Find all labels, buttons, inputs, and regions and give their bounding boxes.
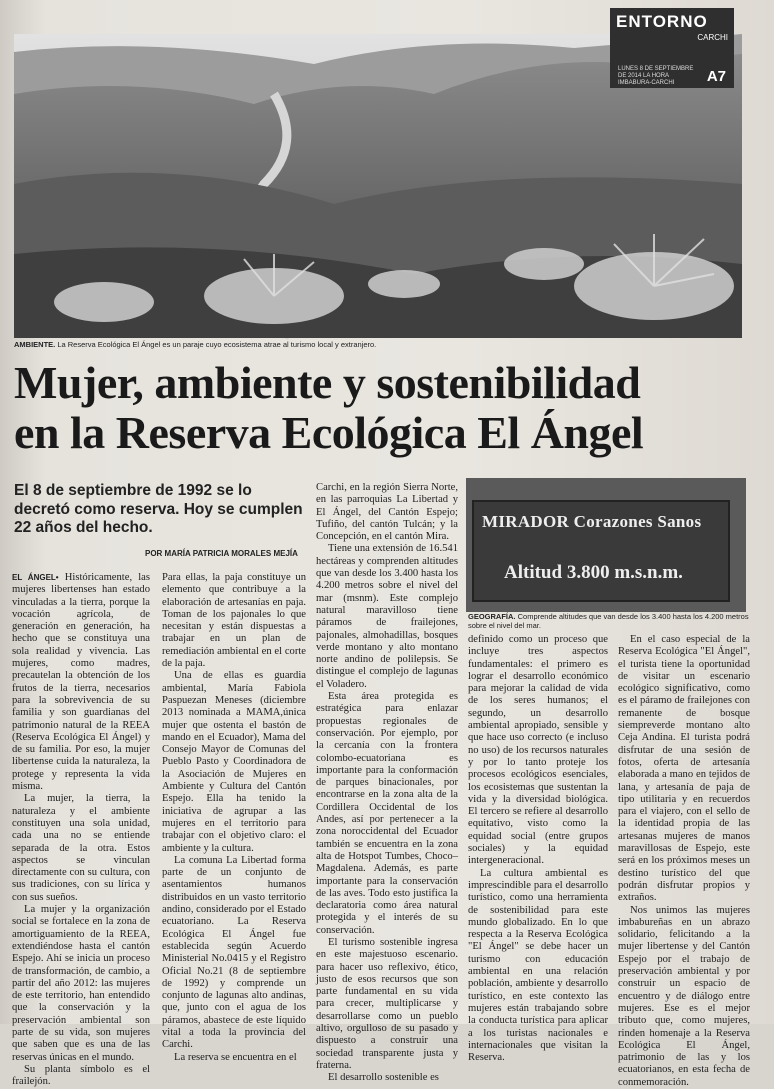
article-column-4 — [468, 634, 608, 1064]
paragraph: Carchi, en la región Sierra Norte, en las parroquias La Libertad y El Ángel, del Cantón Espejo; Tufiño, del cantón Tulcán; y la Concepción, en el cantón Mira. — [316, 482, 458, 543]
paragraph: EL ÁNGEL• Históricamente, las mujeres libertenses han estado vinculadas a la tierra, porque la vocación agrícola, de generación en generación, ha hecho que se constituya una sola realidad y vivencia. Las mujeres, como madres, precautelan la obtención de los frutos de la tierra, necesarios para la sobrevivencia de su familia y son guardianas del patrimonio natural de la REEA (Reserva Ecológica El Ángel) y de su familia. Por eso, la mujer libertense cuida la naturaleza, la protege y representa la vida misma. — [12, 572, 150, 793]
sign-line-2: Altitud 3.800 m.s.n.m. — [504, 562, 683, 583]
paragraph: El desarrollo sostenible es — [328, 1072, 439, 1084]
mirador-sign-photo — [466, 478, 746, 612]
sign-caption-text: Comprende altitudes que van desde los 3.400 hasta los 4.200 metros sobre el nivel del mar. — [468, 612, 749, 630]
page-number: A7 — [706, 68, 726, 85]
dateline: EL ÁNGEL• — [12, 573, 59, 582]
paragraph: La mujer y la organización social se fortalece en la zona de amortiguamiento de la REEA, extendiéndose hasta el cantón Espejo. Ahí se inicia un proceso de transformación, de cambio, a partir del año 2012: las mujeres de este territorio, han entendido que la conservación y la preservación ambiental son parte de su vida, son mujeres que saben que es una de las reservas únicas en el mundo. — [12, 904, 150, 1063]
sign-caption — [468, 612, 750, 630]
paragraph: La mujer, la tierra, la naturaleza y el ambiente constituyen una sola unidad, cada una no se entiende separada de la otra. Estos aspectos se vinculan directamente con su cultura, con sus tradiciones, con su lírica y con sus sueños. — [12, 793, 150, 903]
paragraph: En el caso especial de la Reserva Ecológica "El Ángel", el turista tiene la oportunidad de visitar un escenario ecológico significativo, como es el páramo de frailejones con remanente de bosque siempreverde montano alto Ceja Andina. El turista podrá disfrutar de una sesión de fotos, oferta de artesanía elaborada a mano en tejidos de lana, y artesanía de paja de tipo utilitaria y en recuerdos para el viajero, con el sello de la identidad propia de las artesanas mujeres de manos maravillosas de Espejo, este será en los próximos meses un destino turístico del que podrán disfrutar propios y extraños. — [618, 634, 750, 904]
article-column-3 — [316, 482, 458, 1085]
headline-line-2: en la Reserva Ecológica El Ángel — [14, 407, 644, 458]
photo-caption-text: La Reserva Ecológica El Ángel es un paraje cuyo ecosistema atrae al turismo local y extranjero. — [57, 340, 377, 349]
article-column-1 — [12, 572, 150, 1088]
paragraph: Esta área protegida es estratégica para enlazar propuestas regionales de conservación. Por ejemplo, por la cercanía con la frontera colombo-ecuatoriana es importante para la conformación de parques binacionales, por encontrarse en la zona alta de la Cordillera Occidental de los Andes, así por pertenecer a la zona noroccidental del Ecuador también se encuentra en la zona alta de Hotspot Tumbes, Choco–Magdalena. Además, es parte importante para la conservación de las aves. Todo esto justifica la declaratoria como área natural protegida y el interés de su conservación. — [316, 691, 458, 936]
paragraph: La reserva se encuentra en el — [174, 1051, 297, 1063]
paragraph: Para ellas, la paja constituye un elemento que contribuye a la elaboración de artesanías en paja. Toman de los pajonales lo que necesitan y están dispuestas a trabajar en un plan de remediación ambiental en el corte de la paja. — [162, 572, 306, 670]
photo-caption — [14, 340, 744, 349]
byline: POR MARÍA PATRICIA MORALES MEJÍA — [145, 549, 298, 558]
section-title: ENTORNO — [616, 12, 708, 31]
sign-caption-label: GEOGRAFÍA. — [468, 612, 516, 621]
paragraph: Nos unimos las mujeres imbabureñas en un abrazo solidario, felicitando a la mujer libertense y del Cantón Espejo por el trabajo de preservación ambiental y por construir un espacio de encuentro y de diálogo entre mujeres. Ese es el mejor tributo que, como mujeres, rinden homenaje a la Reserva Ecológica El Ángel, patrimonio de las y los ecuatorianos, en esta fecha de conmemoración. — [618, 904, 750, 1088]
paragraph: La comuna La Libertad forma parte de un conjunto de asentamientos humanos distribuidos en un vasto territorio andino, considerado por el Estado ecuatoriano. La Reserva Ecológica El Ángel fue establecida según Acuerdo Ministerial No.0415 y el Registro Oficial No.21 (8 de septiembre de 1992) y comprende un conjunto de lagunas alto andinas, que, junto con el agua de los páramos, abastece de este líquido vital a toda la provincia del Carchi. — [162, 854, 306, 1051]
mirador-sign — [472, 500, 730, 602]
article-column-5 — [618, 634, 750, 1089]
article-column-2 — [162, 572, 306, 1064]
paragraph: Su planta símbolo es el frailejón. — [12, 1063, 150, 1088]
section-header — [610, 8, 734, 88]
sign-line-1: MIRADOR Corazones Sanos — [482, 512, 702, 531]
section-subtitle: CARCHI — [697, 33, 728, 42]
headline-line-1: Mujer, ambiente y sostenibilidad — [14, 357, 641, 408]
paragraph: Una de ellas es guardia ambiental, María Fabiola Paspuezan Meneses (diciembre 2013 nominada a MAMA,única mujer que ostenta el bastón de mando en el Ecuador), Mama del Consejo Mayor de Comunas del Pueblo Pasto y Coordinadora de la Asociación de Mujeres en Ambiente y Cultura del Cantón Espejo. Ella ha tenido la iniciativa de agrupar a las mujeres en el territorio para trabajar con el objetivo claro: el ambiente y la cultura. — [162, 670, 306, 854]
photo-caption-label: AMBIENTE. — [14, 340, 56, 349]
paragraph: La cultura ambiental es imprescindible para el desarrollo turístico, como una herramienta de sostenibilidad para este mundo globalizado. En lo que respecta a la Reserva Ecológica "El Ángel" se debe hacer un turismo con educación ambiental en una relación población, ambiente y desarrollo turístico, en este contexto las mujeres están trabajando sobre la conducta turística para aplicar a los turistas nacionales e internacionales que visitan la Reserva. — [468, 867, 608, 1064]
paragraph: definido como un proceso que incluye tres aspectos fundamentales: el primero es lograr el desarrollo económico para mejorar la calidad de vida de los seres humanos; el segundo, un desarrollo ambiental apropiado, sensible y que hace uso correcto (e incluso no uso) de los recursos naturales y por lo tanto proteje los procesos ecológicos esenciales, los ecosistemas que sustentan la vida y la diversidad biológica. El tercero se refiere al desarrollo equitativo, visto como la equidad social (entre grupos sociales) y la equidad intergeneracional. — [468, 634, 608, 867]
paragraph: El turismo sostenible ingresa en este majestuoso escenario. para hacer uso reflexivo, ético, justo de esos recursos que son parte fundamental en su vida para crecer, multiplicarse y desarrollarse como un pueblo altivo, orgulloso de su pasado y dispuesto a construir una sociedad transparente justa y fraterna. — [316, 936, 458, 1071]
edition-date: LUNES 8 DE SEPTIEMBRE DE 2014 LA HORA IMBABURA-CARCHI — [618, 66, 694, 86]
paragraph: Tiene una extensión de 16.541 hectáreas y comprenden altitudes que van desde los 3.400 hasta los 4.200 metros sobre el nivel del mar (msnm). Este complejo natural maravilloso tiene páramos de frailejones, pajonales, almohadillas, bosques verde montano y alto montano norte andino de polilepsis. Se distingue el complejo de lagunas el Voladero. — [316, 543, 458, 690]
headline — [14, 358, 750, 458]
subheadline: El 8 de septiembre de 1992 se lo decretó como reserva. Hoy se cumplen 22 años del hecho. — [14, 482, 303, 536]
